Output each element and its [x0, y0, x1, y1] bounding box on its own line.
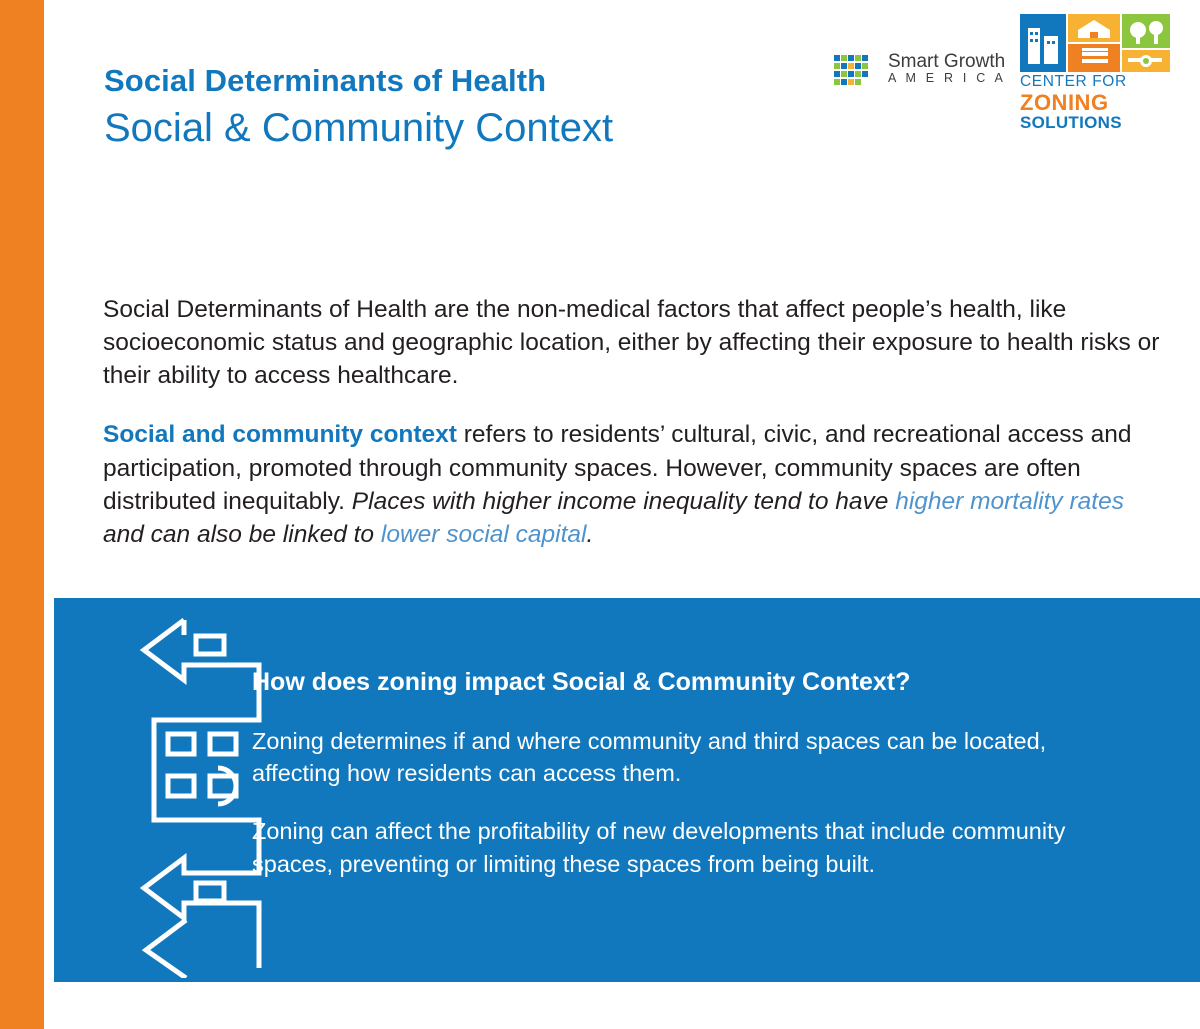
definition-italic-3: . — [586, 521, 594, 549]
panel-heading: How does zoning impact Social & Community Context? — [252, 668, 911, 696]
page-header — [104, 62, 864, 153]
intro-paragraph: Social Determinants of Health are the non-medical factors that affect people’s health, like socioeconomic status and geographic location, either by affecting their exposure to health risks or their ability to access healthcare. — [103, 295, 1160, 390]
page-title: Social & Community Context — [104, 106, 614, 151]
czs-line-2: ZONING — [1020, 89, 1109, 115]
higher-mortality-rates-link[interactable]: higher mortality rates — [895, 488, 1124, 516]
sga-line-2: A M E R I C A — [887, 71, 1006, 86]
definition-italic-1: Places with higher income inequality tend to have — [351, 488, 896, 516]
definition-body-text: refers to residents’ cultural, civic, and recreational access and participation, promoted through community spaces. However, community spaces are often distributed inequitably. — [103, 421, 1132, 516]
panel-paragraph-2: Zoning can affect the profitability of new developments that include community spaces, preventing or limiting these spaces from being built. — [252, 818, 1066, 877]
smart-growth-america-globe-icon — [825, 42, 879, 96]
definition-italic-2: and can also be linked to — [103, 521, 381, 549]
zoning-impact-content — [252, 666, 1122, 880]
panel-paragraph-1: Zoning determines if and where community and third spaces can be located, affecting how residents can access them. — [252, 727, 1047, 786]
lower-social-capital-link[interactable]: lower social capital — [380, 521, 587, 549]
sga-line-1: Smart Growth — [887, 51, 1006, 73]
definition-paragraph — [103, 418, 1168, 551]
czs-line-1: CENTER FOR — [1020, 73, 1127, 90]
body-copy — [103, 268, 1168, 552]
page-eyebrow: Social Determinants of Health — [104, 63, 547, 98]
smart-growth-america-logo — [825, 42, 1006, 96]
logo-group — [825, 14, 1170, 132]
center-for-zoning-solutions-cityscape-icon — [1020, 14, 1170, 72]
czs-line-3: SOLUTIONS — [1020, 113, 1122, 133]
smart-growth-america-wordmark — [888, 52, 1006, 85]
definition-lead-term: Social and community context — [103, 421, 457, 449]
zoning-impact-panel — [54, 598, 1200, 982]
center-for-zoning-solutions-logo — [1020, 14, 1170, 132]
center-for-zoning-solutions-wordmark — [1020, 74, 1170, 132]
left-orange-accent-bar — [0, 0, 44, 1029]
